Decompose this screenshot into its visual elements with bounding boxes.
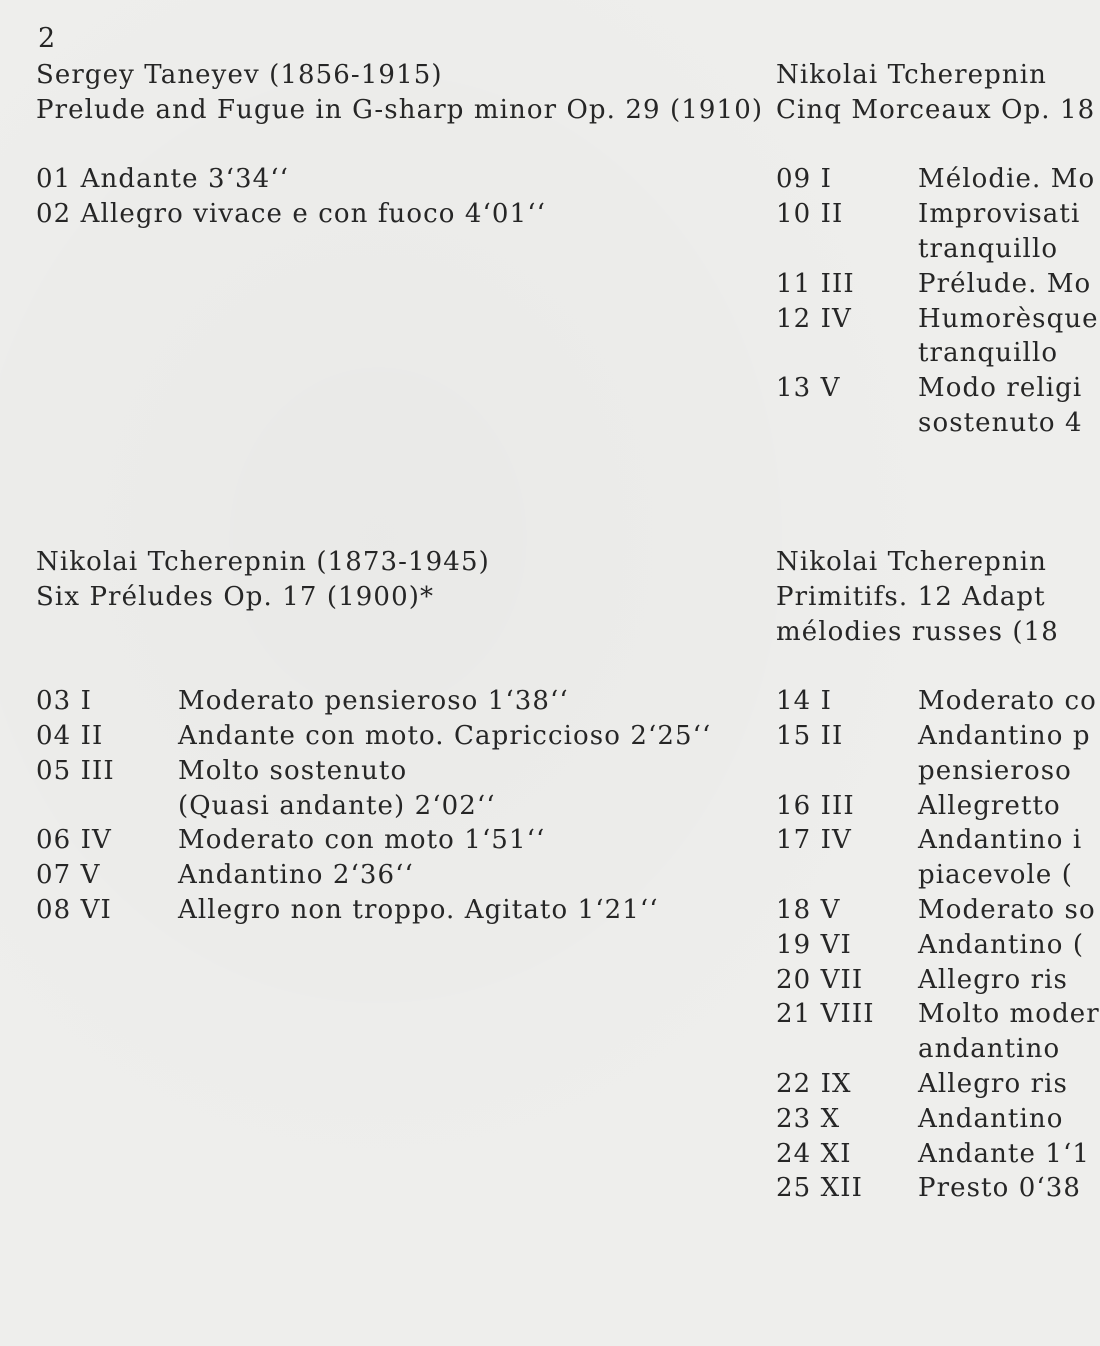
- track-title: [918, 267, 1091, 302]
- track-title-line: Andantino p: [918, 720, 1091, 751]
- spacer: [36, 649, 711, 684]
- spacer: [36, 128, 763, 163]
- track-row: [776, 928, 1100, 963]
- track-title-line: Allegro ris: [918, 964, 1068, 995]
- track-title-line: Andante con moto. Capriccioso 2‘25‘‘: [178, 720, 712, 751]
- work-title-line: Primitifs. 12 Adapt: [776, 581, 1046, 612]
- track-number: 13 V: [776, 373, 841, 404]
- track-number: 22 IX: [776, 1068, 852, 1099]
- track-number: 05 III: [36, 755, 115, 786]
- track-number: 16 III: [776, 790, 855, 821]
- right-column: [776, 58, 1099, 441]
- track-title-line: Modo religi: [918, 373, 1083, 404]
- track-row: [776, 823, 1100, 893]
- track-title-line: Prélude. Mo: [918, 268, 1092, 299]
- track-title: [918, 997, 1100, 1067]
- track-row: [776, 1137, 1100, 1172]
- track-number: 08 VI: [36, 894, 112, 925]
- track-title-line: piacevole (: [918, 860, 1073, 891]
- track-number: 15 II: [776, 720, 844, 751]
- track-title: [918, 1067, 1068, 1102]
- track-number: 19 VI: [776, 929, 852, 960]
- track-row: [36, 754, 711, 824]
- track-title-line: tranquillo: [918, 338, 1059, 369]
- track-row: [776, 963, 1100, 998]
- track-title-line: Molto sostenuto: [178, 755, 408, 786]
- track-title-line: Andantino 2‘36‘‘: [178, 860, 414, 891]
- spacer: [36, 615, 711, 650]
- track-row: [36, 858, 711, 893]
- track-row: [36, 684, 711, 719]
- track-row: [776, 371, 1099, 441]
- track-title-line: (Quasi andante) 2‘02‘‘: [178, 790, 496, 821]
- work-title-line: mélodies russes (18: [776, 616, 1059, 647]
- track-title: [918, 1102, 1063, 1137]
- track-number: 03 I: [36, 686, 93, 717]
- page-number: 2: [38, 23, 57, 54]
- track-number: 25 XII: [776, 1173, 863, 1204]
- track-number: 06 IV: [36, 825, 112, 856]
- track-title-line: Humorèsque: [918, 303, 1099, 334]
- right-column-block-2: [776, 545, 1100, 1206]
- track-title-line: Mélodie. Mo: [918, 164, 1096, 195]
- work-title: Six Préludes Op. 17 (1900)*: [36, 581, 435, 612]
- track-number: 18 V: [776, 894, 841, 925]
- track-title: [918, 162, 1095, 197]
- track-row: [776, 1067, 1100, 1102]
- track-number: 21 VIII: [776, 999, 875, 1030]
- track-row: [36, 823, 711, 858]
- composer-heading: Nikolai Tcherepnin (1873-1945): [36, 547, 490, 577]
- track-line: 01 Andante 3‘34‘‘: [36, 164, 289, 195]
- track-title-line: Moderato so: [918, 894, 1096, 925]
- track-title-line: Improvisati: [918, 199, 1081, 230]
- track-title: [918, 719, 1091, 789]
- track-number: 09 I: [776, 164, 833, 195]
- track-number: 12 IV: [776, 303, 852, 334]
- track-title: [918, 963, 1068, 998]
- track-number: 24 XI: [776, 1138, 852, 1169]
- track-title: [178, 684, 569, 719]
- track-title: [178, 823, 545, 858]
- track-title-line: pensieroso: [918, 755, 1072, 786]
- track-number: 20 VII: [776, 964, 864, 995]
- track-title-line: Moderato con moto 1‘51‘‘: [178, 825, 546, 856]
- track-title-line: Molto moder: [918, 999, 1100, 1030]
- track-row: [776, 997, 1100, 1067]
- track-title: [918, 371, 1083, 441]
- track-title: [178, 858, 414, 893]
- composer-heading: Sergey Taneyev (1856-1915): [36, 60, 443, 90]
- track-row: [776, 1171, 1100, 1206]
- track-row: [776, 789, 1100, 824]
- track-row: [776, 684, 1100, 719]
- track-title-line: Andantino (: [918, 929, 1085, 960]
- track-title: [918, 928, 1084, 963]
- track-row: [776, 719, 1100, 789]
- work-title: Cinq Morceaux Op. 18: [776, 94, 1096, 125]
- track-row: [776, 893, 1100, 928]
- track-title: [918, 302, 1099, 372]
- spacer: [776, 128, 1099, 163]
- track-title-line: Allegretto: [918, 790, 1061, 821]
- track-title: [918, 893, 1096, 928]
- track-title-line: Allegro non troppo. Agitato 1‘21‘‘: [178, 894, 659, 925]
- track-row: [776, 197, 1099, 267]
- track-number: 11 III: [776, 268, 855, 299]
- track-row: [36, 893, 711, 928]
- track-title: [178, 754, 496, 824]
- track-row: [776, 267, 1099, 302]
- track-title-line: Andantino i: [918, 825, 1083, 856]
- track-row: [776, 162, 1099, 197]
- track-title: [178, 719, 711, 754]
- track-title-line: Presto 0‘38: [918, 1173, 1082, 1204]
- track-title: [918, 823, 1082, 893]
- work-title: Prelude and Fugue in G-sharp minor Op. 29 (1910): [36, 94, 764, 125]
- left-column: [36, 58, 763, 232]
- track-title: [918, 1171, 1081, 1206]
- composer-heading: Nikolai Tcherepnin: [776, 547, 1047, 577]
- track-row: [776, 1102, 1100, 1137]
- track-title: [918, 684, 1097, 719]
- track-row: [776, 302, 1099, 372]
- track-number: 10 II: [776, 199, 844, 230]
- track-row: [36, 719, 711, 754]
- track-title-line: Moderato co: [918, 686, 1097, 717]
- track-title-line: Andante 1‘1: [918, 1138, 1090, 1169]
- track-number: 14 I: [776, 686, 833, 717]
- track-title: [918, 1137, 1090, 1172]
- track-title-line: Andantino: [918, 1103, 1064, 1134]
- track-line: 02 Allegro vivace e con fuoco 4‘01‘‘: [36, 199, 546, 230]
- track-title: [918, 789, 1061, 824]
- track-number: 17 IV: [776, 825, 852, 856]
- left-column-block-2: [36, 545, 711, 928]
- track-number: 07 V: [36, 860, 101, 891]
- track-title-line: sostenuto 4: [918, 407, 1083, 438]
- track-title-line: tranquillo: [918, 233, 1059, 264]
- spacer: [776, 649, 1100, 684]
- track-number: 04 II: [36, 720, 104, 751]
- track-title: [178, 893, 659, 928]
- track-number: 23 X: [776, 1103, 841, 1134]
- composer-heading: Nikolai Tcherepnin: [776, 60, 1047, 90]
- track-title-line: Allegro ris: [918, 1068, 1068, 1099]
- track-title: [918, 197, 1080, 267]
- track-title-line: Moderato pensieroso 1‘38‘‘: [178, 686, 569, 717]
- track-title-line: andantino: [918, 1034, 1061, 1065]
